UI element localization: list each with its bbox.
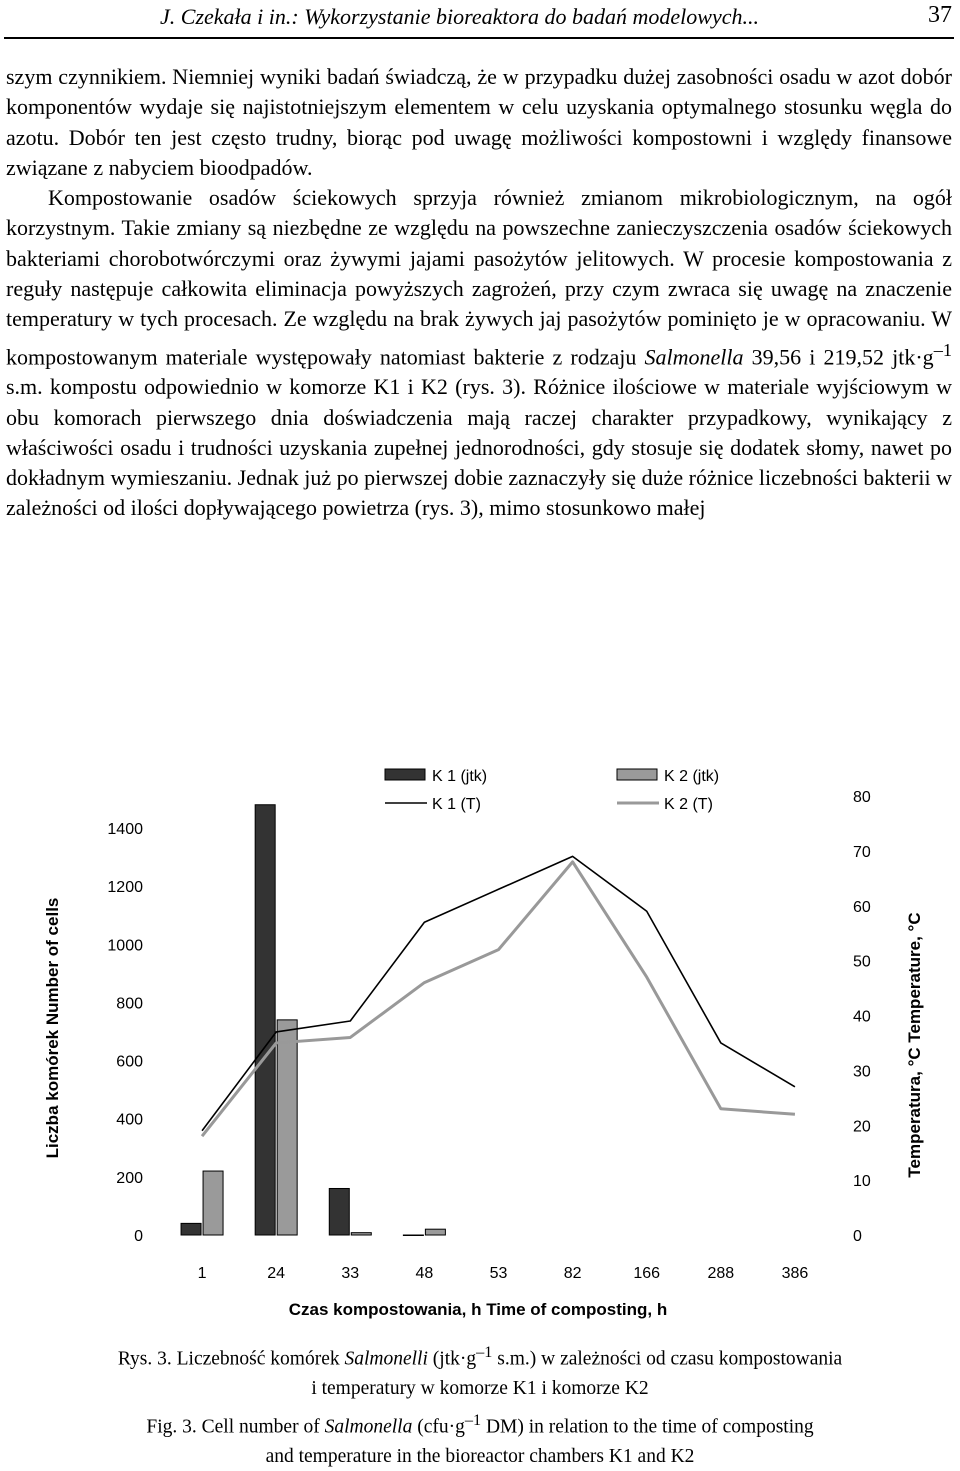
x-axis-title: Czas kompostowania, h Time of composting, h [288,1300,668,1319]
y2-tick-label: 10 [853,1173,871,1191]
y2-tick-label: 70 [853,843,871,861]
y-tick-label: 1400 [107,821,143,838]
running-header [160,0,960,36]
legend-label: K 1 (jtk) [432,768,488,785]
x-tick-label: 48 [415,1265,434,1282]
caption-pl-sup: –1 [476,1343,493,1361]
caption-english [0,1406,960,1471]
caption-polish-line-1 [0,1338,960,1374]
caption-english-line-2: and temperature in the bioreactor chambers K1 and K2 [265,1445,695,1467]
k1-bar [329,1188,349,1235]
paragraph-2-part-a: Kompostowanie osadów ściekowych sprzyja również zmianom mikrobiologicznym, na ogół korzystnym. Takie zmiany są niezbędne ze względu na powszechne zanieczyszczenia osadów ściekowych bakteriami chorobotwórczymi oraz żywymi jajami pasożytów jelitowych. W procesie kompostowania z reguły następuje całkowita eliminacja powyższych zagrożeń, przy czym zwraca się uwagę na znaczenie temperatury w tych procesach. Ze względu na brak żywych jaj pasożytów pominięto je w opracowaniu. W kompostowanym materiale występowały natomiast bakterie z rodzaju [6,185,952,369]
y2-tick-label: 80 [853,789,871,806]
caption-en-text-a: Fig. 3. Cell number of [146,1416,325,1438]
x-tick-label: 386 [781,1265,809,1282]
caption-pl-text-a: Rys. 3. Liczebność komórek [117,1348,345,1370]
k2-bar [277,1020,297,1235]
salmonella-temperature-chart [0,755,960,1335]
legend-label: K 2 (jtk) [664,768,720,785]
y-tick-label: 1200 [107,879,143,897]
caption-pl-italic: Salmonelli [344,1348,428,1370]
caption-polish-line-2: i temperatury w komorze K1 i komorze K2 [311,1377,649,1399]
k1-bar [255,805,275,1235]
y-tick-label: 400 [116,1111,143,1129]
header-rule [4,37,954,39]
x-tick-label: 166 [633,1265,661,1282]
caption-en-italic: Salmonella [324,1416,413,1438]
y2-tick-label: 20 [853,1118,871,1136]
caption-polish [0,1338,960,1403]
k1-bar [181,1223,201,1235]
legend-swatch [617,769,657,780]
x-tick-label: 53 [489,1265,508,1282]
y2-tick-label: 0 [853,1228,862,1245]
k2-bar [425,1229,445,1235]
k2-bar [351,1233,371,1235]
legend-label: K 1 (T) [432,796,481,813]
y-tick-label: 0 [134,1228,143,1245]
paragraph-2 [6,183,952,524]
caption-pl-text-c: s.m.) w zależności od czasu kompostowania [492,1348,843,1370]
page-number: 37 [928,2,952,28]
y-tick-label: 200 [116,1169,143,1187]
x-tick-label: 82 [563,1265,582,1282]
figure-3 [0,755,960,1335]
legend-label: K 2 (T) [664,796,713,813]
running-title: J. Czekała i in.: Wykorzystanie bioreaktora do badań modelowych... [160,4,759,29]
body-text [6,62,952,524]
y2-tick-label: 30 [853,1063,871,1081]
y2-tick-label: 60 [853,898,871,916]
caption-en-text-b: (cfu·g [412,1416,465,1438]
x-tick-label: 288 [707,1265,735,1282]
y2-tick-label: 50 [853,953,871,971]
k1-bar [403,1235,423,1236]
legend-swatch [385,769,425,780]
unit-superscript: –1 [933,339,953,360]
x-tick-label: 24 [267,1265,286,1282]
caption-pl-text-b: (jtk·g [427,1348,477,1370]
y-tick-label: 600 [116,1053,143,1071]
k2-bar [203,1171,223,1235]
y-tick-label: 800 [116,995,143,1013]
salmonella-term: Salmonella [644,344,744,369]
paragraph-2-part-b: 39,56 i 219,52 jtk·g [743,344,934,369]
caption-en-sup: –1 [464,1411,482,1429]
y-tick-label: 1000 [107,937,143,955]
y2-axis-title: Temperatura, °C Temperature, °C [905,912,924,1178]
paragraph-2-part-c: s.m. kompostu odpowiednio w komorze K1 i K2 (rys. 3). Różnice ilościowe w materiale wyjściowym w obu komorach pierwszego dnia doświadczenia mają raczej charakter przypadkowy, wynikający z właściwości osadu i trudności uzyskania zupełnej jednorodności, gdy stosuje się dodatek słomy, nawet po dokładnym wymieszaniu. Jednak już po pierwszej dobie zaznaczyły się duże różnice liczebności bakterii w zależności od ilości dopływającego powietrza (rys. 3), mimo stosunkowo małej [6,374,952,521]
paragraph-1: szym czynnikiem. Niemniej wyniki badań świadczą, że w przypadku dużej zasobności osadu w azot dobór komponentów wydaje się najistotniejszym elementem w celu uzyskania optymalnego stosunku węgla do azotu. Dobór ten jest często trudny, biorąc pod uwagę możliwości kompostowni i względy finansowe związane z nabyciem bioodpadów. [6,64,952,180]
y2-tick-label: 40 [853,1008,871,1026]
caption-english-line-1 [0,1406,960,1442]
x-tick-label: 1 [197,1265,207,1282]
caption-en-text-c: DM) in relation to the time of composting [481,1416,814,1438]
x-tick-label: 33 [341,1265,360,1282]
y-axis-title: Liczba komórek Number of cells [43,897,62,1159]
